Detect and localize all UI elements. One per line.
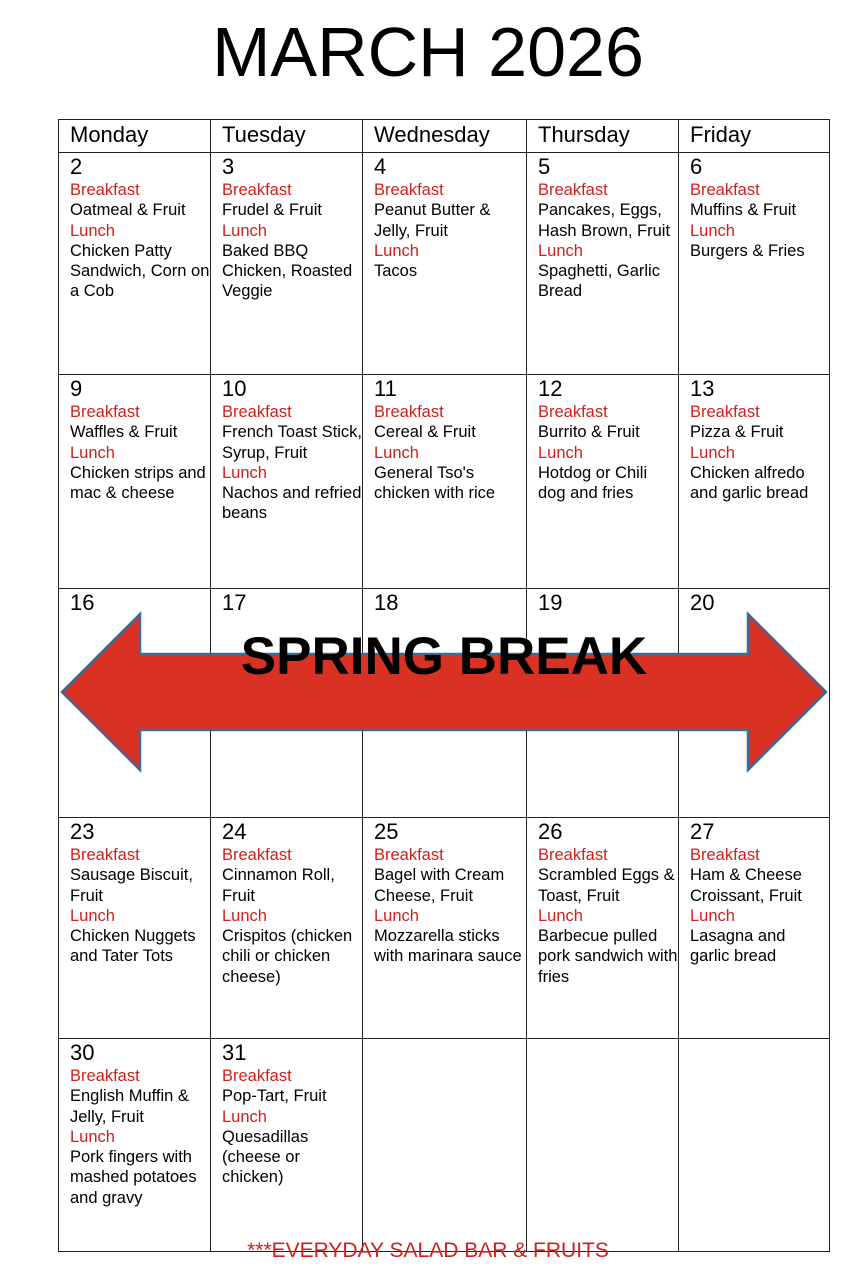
breakfast-menu: Burrito & Fruit (538, 423, 640, 442)
lunch-menu: Chicken Nuggets and Tater Tots (70, 927, 196, 966)
weekday-friday: Friday (679, 120, 830, 153)
breakfast-menu: Pop-Tart, Fruit (222, 1087, 327, 1106)
day-number: 27 (690, 819, 715, 844)
day-cell (527, 1039, 679, 1252)
breakfast-label: Breakfast (690, 403, 760, 421)
day-number: 18 (374, 590, 399, 615)
breakfast-label: Breakfast (70, 403, 140, 421)
breakfast-label: Breakfast (538, 403, 608, 421)
day-number: 30 (70, 1040, 95, 1065)
lunch-label: Lunch (690, 221, 735, 240)
breakfast-menu: Ham & Cheese Croissant, Fruit (690, 866, 802, 905)
weekday-tuesday: Tuesday (211, 120, 363, 153)
lunch-label: Lunch (70, 221, 115, 240)
day-cell (527, 153, 679, 375)
day-number: 24 (222, 819, 247, 844)
breakfast-menu: Muffins & Fruit (690, 201, 797, 220)
lunch-label: Lunch (374, 241, 419, 260)
breakfast-label: Breakfast (374, 403, 444, 421)
week-row (59, 153, 830, 375)
weekday-header-row (59, 120, 830, 153)
lunch-label: Lunch (222, 1107, 267, 1126)
lunch-label: Lunch (538, 241, 583, 260)
day-number: 31 (222, 1040, 247, 1065)
breakfast-menu: Oatmeal & Fruit (70, 201, 186, 220)
breakfast-menu: Waffles & Fruit (70, 423, 178, 442)
spring-break-banner (58, 582, 832, 808)
day-cell (211, 375, 363, 589)
day-cell (679, 1039, 830, 1252)
lunch-label: Lunch (374, 906, 419, 925)
breakfast-menu: Sausage Biscuit, Fruit (70, 866, 193, 905)
breakfast-menu: Pizza & Fruit (690, 423, 784, 442)
breakfast-label: Breakfast (70, 1067, 140, 1085)
breakfast-menu: Bagel with Cream Cheese, Fruit (374, 866, 505, 905)
day-cell (679, 818, 830, 1039)
lunch-menu: General Tso's chicken with rice (374, 463, 496, 503)
lunch-label: Lunch (222, 906, 267, 925)
day-number: 16 (70, 590, 95, 615)
day-cell (211, 818, 363, 1039)
breakfast-menu: Cinnamon Roll, Fruit (222, 866, 335, 905)
page-title: MARCH 2026 (212, 13, 644, 91)
day-number: 2 (70, 154, 83, 179)
day-number: 20 (690, 590, 715, 615)
breakfast-menu: Cereal & Fruit (374, 423, 476, 442)
day-cell (363, 375, 527, 589)
day-number: 11 (374, 376, 397, 401)
breakfast-label: Breakfast (70, 181, 140, 199)
day-cell (363, 1039, 527, 1252)
breakfast-label: Breakfast (538, 181, 608, 199)
day-cell (363, 818, 527, 1039)
lunch-menu: Mozzarella sticks with marinara sauce (374, 927, 522, 966)
day-number: 10 (222, 376, 247, 401)
day-cell (527, 818, 679, 1039)
weekday-wednesday: Wednesday (363, 120, 527, 153)
lunch-menu: Hotdog or Chili dog and fries (538, 463, 648, 503)
lunch-label: Lunch (70, 1127, 115, 1146)
day-number: 9 (70, 376, 83, 401)
breakfast-label: Breakfast (538, 846, 608, 864)
lunch-menu: Tacos (374, 262, 418, 281)
day-number: 6 (690, 154, 703, 179)
lunch-menu: Chicken strips and mac & cheese (70, 463, 206, 503)
lunch-label: Lunch (374, 443, 419, 462)
breakfast-menu: Pancakes, Eggs, Hash Brown, Fruit (538, 201, 671, 240)
breakfast-label: Breakfast (222, 1067, 292, 1085)
day-number: 12 (538, 376, 563, 401)
breakfast-label: Breakfast (222, 181, 292, 199)
lunch-menu: Barbecue pulled pork sandwich with fries (538, 927, 678, 986)
week-row (59, 1039, 830, 1252)
lunch-label: Lunch (222, 221, 267, 240)
day-number: 17 (222, 590, 247, 615)
breakfast-menu: Scrambled Eggs & Toast, Fruit (538, 866, 675, 905)
week-row (59, 375, 830, 589)
breakfast-label: Breakfast (222, 403, 292, 421)
lunch-menu: Lasagna and garlic bread (690, 927, 786, 966)
lunch-menu: Nachos and refried beans (222, 484, 362, 523)
day-cell (59, 153, 211, 375)
breakfast-label: Breakfast (690, 181, 760, 199)
breakfast-label: Breakfast (222, 846, 292, 864)
lunch-label: Lunch (70, 906, 115, 925)
day-cell (59, 1039, 211, 1252)
day-cell (679, 153, 830, 375)
lunch-label: Lunch (690, 906, 735, 925)
breakfast-menu: French Toast Stick, Syrup, Fruit (222, 423, 362, 462)
lunch-menu: Baked BBQ Chicken, Roasted Veggie (222, 241, 353, 301)
lunch-menu: Pork fingers with mashed potatoes and gravy (70, 1148, 197, 1207)
day-cell (59, 818, 211, 1039)
day-number: 5 (538, 154, 551, 179)
lunch-menu: Chicken Patty Sandwich, Corn on a Cob (70, 241, 210, 301)
breakfast-menu: Frudel & Fruit (222, 201, 322, 220)
lunch-label: Lunch (70, 443, 115, 462)
spring-break-label: SPRING BREAK (240, 627, 648, 686)
day-number: 26 (538, 819, 563, 844)
breakfast-label: Breakfast (374, 181, 444, 199)
day-cell (211, 153, 363, 375)
breakfast-label: Breakfast (374, 846, 444, 864)
day-cell (59, 375, 211, 589)
breakfast-menu: Peanut Butter & Jelly, Fruit (374, 201, 491, 240)
lunch-menu: Crispitos (chicken chili or chicken cheese) (222, 927, 353, 986)
footer-note: ***EVERYDAY SALAD BAR & FRUITS (247, 1239, 609, 1262)
lunch-menu: Quesadillas (cheese or chicken) (222, 1127, 309, 1187)
day-number: 19 (538, 590, 563, 615)
lunch-menu: Burgers & Fries (690, 241, 805, 260)
day-cell (679, 375, 830, 589)
day-number: 23 (70, 819, 95, 844)
breakfast-menu: English Muffin & Jelly, Fruit (70, 1087, 189, 1126)
day-number: 4 (374, 154, 387, 179)
day-cell (211, 1039, 363, 1252)
lunch-label: Lunch (538, 443, 583, 462)
day-cell (363, 153, 527, 375)
lunch-menu: Spaghetti, Garlic Bread (538, 262, 660, 301)
lunch-menu: Chicken alfredo and garlic bread (690, 463, 809, 503)
day-cell (527, 375, 679, 589)
day-number: 25 (374, 819, 399, 844)
weekday-thursday: Thursday (527, 120, 679, 153)
weekday-monday: Monday (59, 120, 211, 153)
day-number: 3 (222, 154, 235, 179)
breakfast-label: Breakfast (70, 846, 140, 864)
lunch-label: Lunch (690, 443, 735, 462)
lunch-label: Lunch (538, 906, 583, 925)
lunch-label: Lunch (222, 463, 267, 482)
week-row (59, 818, 830, 1039)
breakfast-label: Breakfast (690, 846, 760, 864)
day-number: 13 (690, 376, 715, 401)
